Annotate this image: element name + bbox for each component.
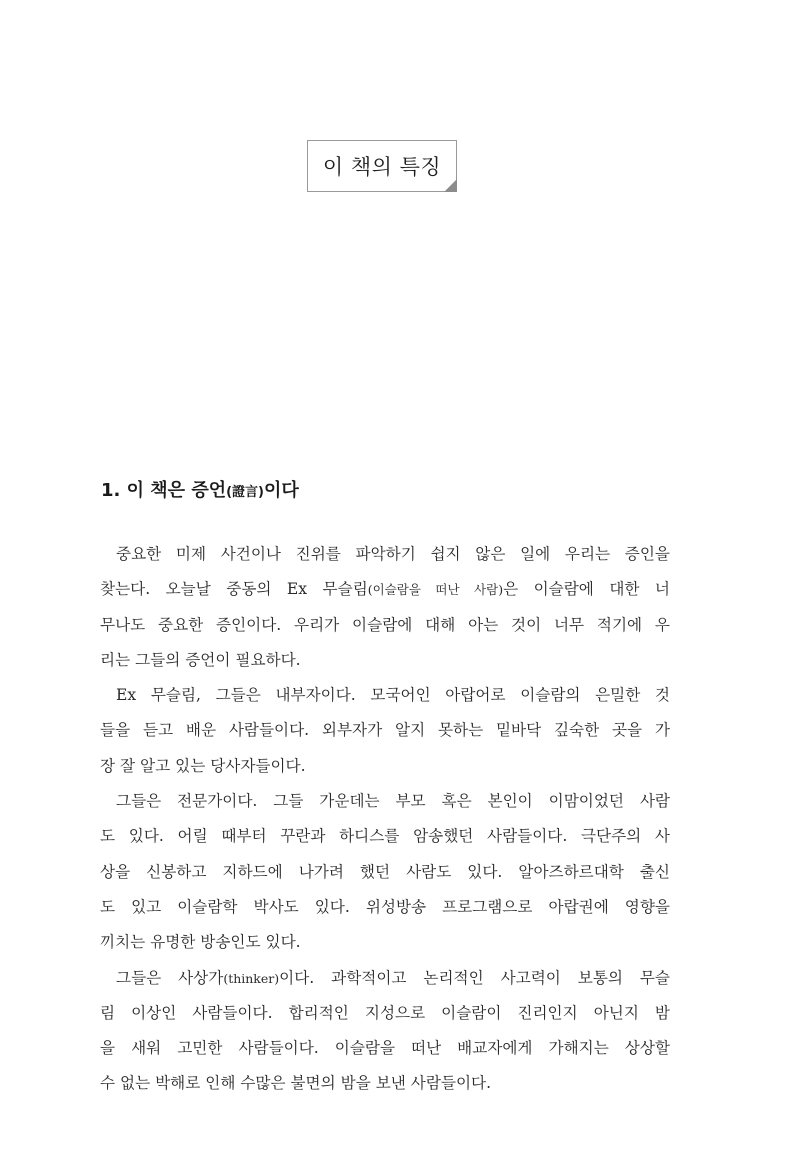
section-heading-hanja: (證言): [226, 485, 264, 500]
paragraph-line: 림 이상인 사람들이다. 합리적인 지성으로 이슬람이 진리인지 아닌지 밤: [100, 1003, 670, 1022]
page-title: 이 책의 특징: [322, 155, 442, 179]
section-heading-suffix: 이다: [264, 480, 299, 501]
folded-corner-decoration: [444, 179, 457, 192]
paragraph-line: [100, 572, 670, 607]
paragraph-line: 수 없는 박해로 인해 수많은 불면의 밤을 보낸 사람들이다.: [100, 1074, 492, 1093]
line-annotation: (thinker): [223, 970, 280, 986]
section-heading: [101, 476, 299, 502]
line-segment: 이다. 과학적이고 논리적인 사고력이 보통의 무슬: [279, 968, 670, 987]
paragraph-line: 끼치는 유명한 방송인도 있다.: [100, 933, 301, 952]
page-title-box: [307, 140, 457, 192]
paragraph-line: [100, 961, 670, 996]
paragraph-line: 도 있고 이슬람학 박사도 있다. 위성방송 프로그램으로 아랍권에 영향을: [100, 897, 670, 916]
paragraph-line: 들을 듣고 배운 사람들이다. 외부자가 알지 못하는 밑바닥 깊숙한 곳을 가: [100, 721, 670, 740]
paragraph-line: 리는 그들의 증언이 필요하다.: [100, 650, 301, 669]
paragraph-line: 상을 신봉하고 지하드에 나가려 했던 사람도 있다. 알아즈하르대학 출신: [100, 862, 670, 881]
line-annotation: (이슬람을 떠난 사람): [367, 582, 504, 598]
section-heading-prefix: 1. 이 책은 증언: [101, 480, 227, 501]
paragraph-line: 그들은 전문가이다. 그들 가운데는 부모 혹은 본인이 이맘이었던 사람: [116, 792, 670, 811]
line-segment: 그들은 사상가: [116, 968, 224, 987]
line-segment: 은 이슬람에 대한 너: [503, 580, 670, 599]
line-segment: 찾는다. 오늘날 중동의 Ex 무슬림: [100, 580, 368, 599]
paragraph-line: Ex 무슬림, 그들은 내부자이다. 모국어인 아랍어로 이슬람의 은밀한 것: [116, 686, 670, 705]
paragraph-line: 을 새워 고민한 사람들이다. 이슬람을 떠난 배교자에게 가해지는 상상할: [100, 1039, 670, 1058]
paragraph-line: 장 잘 알고 있는 당사자들이다.: [100, 756, 306, 775]
paragraph-line: 도 있다. 어릴 때부터 꾸란과 하디스를 암송했던 사람들이다. 극단주의 사: [100, 827, 670, 846]
body-text: [100, 537, 670, 1102]
paragraph-line: 중요한 미제 사건이나 진위를 파악하기 쉽지 않은 일에 우리는 증인을: [116, 545, 670, 563]
paragraph-line: 무나도 중요한 증인이다. 우리가 이슬람에 대해 아는 것이 너무 적기에 우: [100, 615, 670, 634]
